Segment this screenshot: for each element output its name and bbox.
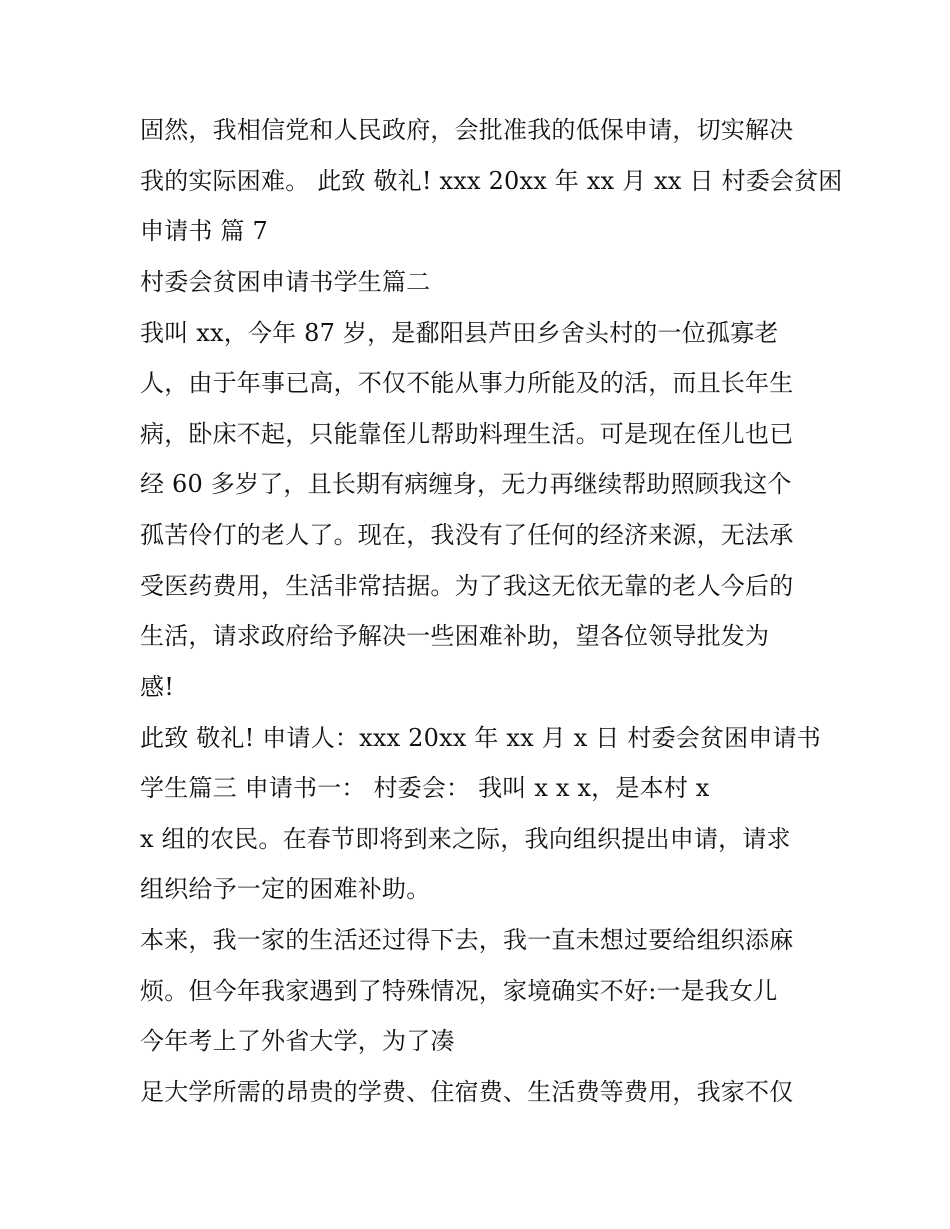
section-heading: 村委会贫困申请书学生篇二 — [140, 268, 431, 296]
text-line: 本来，我一家的生活还过得下去，我一直未想过要给组织添麻 — [140, 926, 794, 954]
text-line: 我叫 xx，今年 87 岁，是鄱阳县芦田乡舍头村的一位孤寡老 — [140, 319, 779, 347]
text-line: 此致 敬礼! 申请人：xxx 20xx 年 xx 月 x 日 村委会贫困申请书 — [140, 724, 821, 752]
text-line: 组织给予一定的困难补助。 — [140, 875, 431, 903]
text-line: 烦。但今年我家遇到了特殊情况，家境确实不好:一是我女儿 — [140, 977, 778, 1005]
text-line: 固然，我相信党和人民政府，会批准我的低保申请，切实解决 — [140, 116, 794, 144]
text-line: 人，由于年事已高，不仅不能从事力所能及的活，而且长年生 — [140, 369, 794, 397]
text-line: 今年考上了外省大学，为了凑 — [140, 1027, 455, 1055]
text-line: 病，卧床不起，只能靠侄儿帮助料理生活。可是现在侄儿也已 — [140, 420, 794, 448]
text-line: 学生篇三 申请书一： 村委会： 我叫 x x x，是本村 x — [140, 774, 710, 802]
text-line: 足大学所需的昂贵的学费、住宿费、生活费等费用，我家不仅 — [140, 1078, 794, 1106]
text-line: 申请书 篇 7 — [140, 217, 268, 245]
text-line: 生活，请求政府给予解决一些困难补助，望各位领导批发为 — [140, 622, 770, 650]
text-line: x 组的农民。在春节即将到来之际，我向组织提出申请，请求 — [140, 825, 791, 853]
text-line: 经 60 多岁了，且长期有病缠身，无力再继续帮助照顾我这个 — [140, 470, 792, 498]
text-line: 感! — [140, 673, 175, 701]
text-line: 受医药费用，生活非常拮据。为了我这无依无靠的老人今后的 — [140, 572, 794, 600]
text-line: 我的实际困难。 此致 敬礼! xxx 20xx 年 xx 月 xx 日 村委会贫困 — [140, 167, 843, 195]
text-line: 孤苦伶仃的老人了。现在，我没有了任何的经济来源，无法承 — [140, 521, 794, 549]
